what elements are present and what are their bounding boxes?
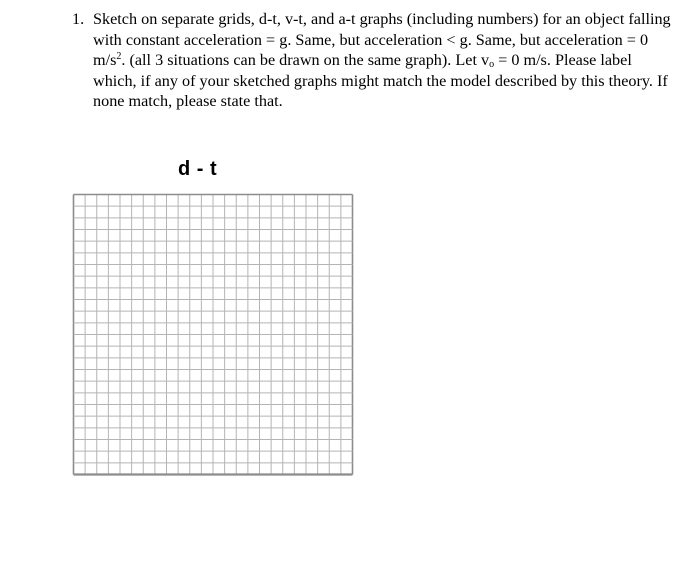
question-text bbox=[93, 9, 672, 112]
question-text-part2: . (all 3 situations can be drawn on the same graph). Let v bbox=[121, 51, 490, 69]
question-number: 1. bbox=[72, 10, 85, 28]
subscript-o: o bbox=[489, 59, 495, 70]
grid-title: d - t bbox=[178, 158, 218, 180]
exponent-squared: 2 bbox=[116, 51, 122, 62]
graph-grid[interactable] bbox=[72, 193, 354, 476]
question-block bbox=[72, 9, 672, 112]
question-text-part1: Sketch on separate grids, d-t, v-t, and a-t graphs (including numbers) for an object falling with constant acceleration = g. Same, but acceleration < g. Same, but acceleration = 0 m/s bbox=[93, 10, 671, 69]
question-text-part3: = 0 m/s. Please label which, if any of your sketched graphs might match the model described by this theory. If none match, please state that. bbox=[93, 51, 668, 110]
grid-canvas[interactable] bbox=[72, 193, 354, 476]
